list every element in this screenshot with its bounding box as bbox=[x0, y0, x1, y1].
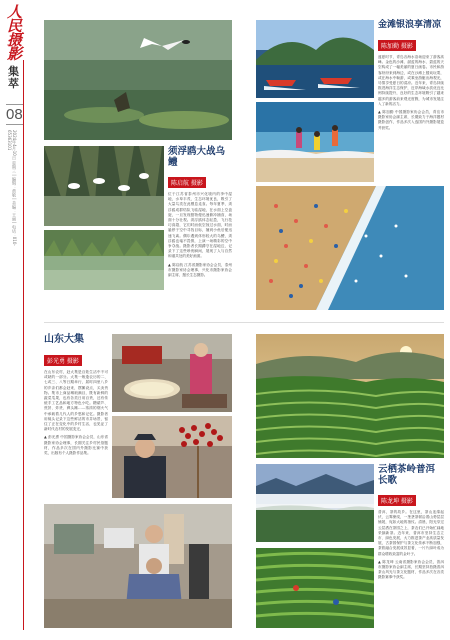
story-birds-body: 位于江苏省泰州市兴化境内的李中湿地，水草丰茂，生态环境优良，吸引了大量鸟类在此栖息觅食。每年夏季，须浮鸥成群结队飞临湿地，在水面上空盘旋，一旦发现猎物便迅速俯冲捕食，场面十分壮观。须浮鸥体态轻盈，飞行技巧高超，它们时而低空掠过水面，时而悬停于空中寻找目标，捕到小鱼后便迅速飞离。偶尔遇到体形较大的乌鳢，须浮鸥也毫不畏惧，上演一场精彩的空中争夺战。摄影者长期蹲守在湿地边，记录下了这些珍贵瞬间，展现了人与自然和谐共处的美好画面。 bbox=[168, 192, 232, 259]
story-shandong-text bbox=[44, 334, 108, 456]
photo-bird-flight bbox=[44, 20, 232, 140]
sidebar-rule bbox=[23, 60, 24, 630]
photo-speedboats bbox=[256, 20, 374, 98]
section-label: 集萃 bbox=[8, 65, 19, 90]
photo-candied-haws bbox=[112, 416, 232, 498]
story-birds-title: 须浮鸥大战乌鳢 bbox=[168, 146, 226, 168]
dateline: 2024年4月10日 星期三 | 编辑：黄敏 | 美编：王丽 | 电话：010-65363101 bbox=[7, 130, 17, 246]
story-birds-caption: ▲ 陈启航 江苏省摄影家协会会员，泰州市摄影家协会理事，兴化市摄影家协会副主席，擅长生态摄影。 bbox=[168, 262, 232, 278]
story-beach-text bbox=[378, 20, 444, 131]
story-tea-title: 云栖茶岭普洱长歌 bbox=[378, 464, 436, 486]
photo-barber bbox=[44, 504, 232, 628]
brand-logo: 人民摄影 bbox=[5, 4, 23, 60]
story-birds-text bbox=[168, 146, 232, 278]
story-shandong-title: 山东大集 bbox=[44, 334, 84, 345]
story-tea-caption: ▲ 陈龙坤 云南省摄影家协会会员，普洱市摄影家协会副主席，长期坚持拍摄普洱茶山风光与茶文化题材，作品多次在各类摄影赛事中获奖。 bbox=[378, 559, 444, 580]
story-shandong-caption: ▲ 彭光勇 中国摄影家协会会员，山东省摄影家协会理事，长期关注乡村民俗题材，作品多次在国内外摄影比赛中获奖，出版有个人摄影作品集。 bbox=[44, 435, 108, 456]
photo-market-stall bbox=[112, 334, 232, 412]
photo-grass-lake bbox=[44, 230, 164, 290]
story-beach-title: 金滩银浪享清凉 bbox=[378, 20, 442, 30]
story-beach-author: 陈加勤 摄影 bbox=[378, 40, 416, 51]
story-tea-body: 普洱，茶的故乡。在这里，茶山连绵起伏，云雾缭绕，一垄垄茶树沿着山势层层铺展，宛如大地的指纹。清晨，阳光穿过云层洒在茶园之上，茶农们已开始忙碌地采摘新茶。近年来，普洱市坚持生态立市、绿色发展，大力推进茶产业高质量发展，古茶园保护与茶文化传承不断加强，茶旅融合发展成效显著，一片片绿叶成为群众增收致富的金叶子。 bbox=[378, 510, 444, 556]
masthead bbox=[6, 4, 40, 60]
story-beach-caption: ▲ 陈加勤 中国摄影家协会会员，青岛市摄影家协会副主席，长期致力于海洋题材摄影创作，作品多次入选国内外摄影展览并获奖。 bbox=[378, 110, 444, 130]
section-divider bbox=[44, 322, 444, 323]
story-shandong-author: 彭光勇 摄影 bbox=[44, 355, 82, 366]
page-number: 08 bbox=[6, 106, 23, 123]
photo-crowded-beach bbox=[256, 186, 444, 310]
story-beach-body: 盛夏时节，青岛各海水浴场迎来了游客高峰。金色的沙滩、湛蓝的海水、碧蓝的天空构成了一幅美丽的夏日画卷。市民和游客纷纷来到海边，或在沙滩上嬉戏玩耍，或在海水中畅游，或乘坐游艇出海观光，尽情享受夏日的清凉。近年来，青岛持续推进海洋生态保护，近岸海域水质优良比例持续提升，良好的生态环境吸引了越来越多的游客前来观光度假，为城市发展注入了新的活力。 bbox=[378, 55, 444, 106]
photo-birds-flock bbox=[44, 146, 164, 226]
photo-tea-rows bbox=[256, 548, 374, 628]
photo-tea-terraces bbox=[256, 334, 444, 458]
story-birds-author: 陈启航 摄影 bbox=[168, 177, 206, 188]
photo-tea-mist bbox=[256, 464, 374, 542]
story-shandong-body: 在山东农村，赶大集是百姓生活中不可或缺的一部分。大集一般逢农历的二、七或三、八等日期举行，届时四里八乡的乡亲们都会赶来，摆摊设点，买卖货物。集市上商品琳琅满目，既有新鲜的蔬菜瓜果，也有各类日用百货，还有传统手工艺品和地方特色小吃。糖葫芦、煎饼、炸货、剃头摊……浓浓的烟火气中承载着几代人的乡愁和记忆。摄影者用镜头记录下这些鲜活的市井场景，留住了正在变化中的乡村生活，也见证了新时代农村的发展变迁。 bbox=[44, 370, 108, 432]
story-tea-author: 陈龙坤 摄影 bbox=[378, 495, 416, 506]
photo-beach-children bbox=[256, 102, 374, 182]
story-tea-text bbox=[378, 464, 444, 581]
